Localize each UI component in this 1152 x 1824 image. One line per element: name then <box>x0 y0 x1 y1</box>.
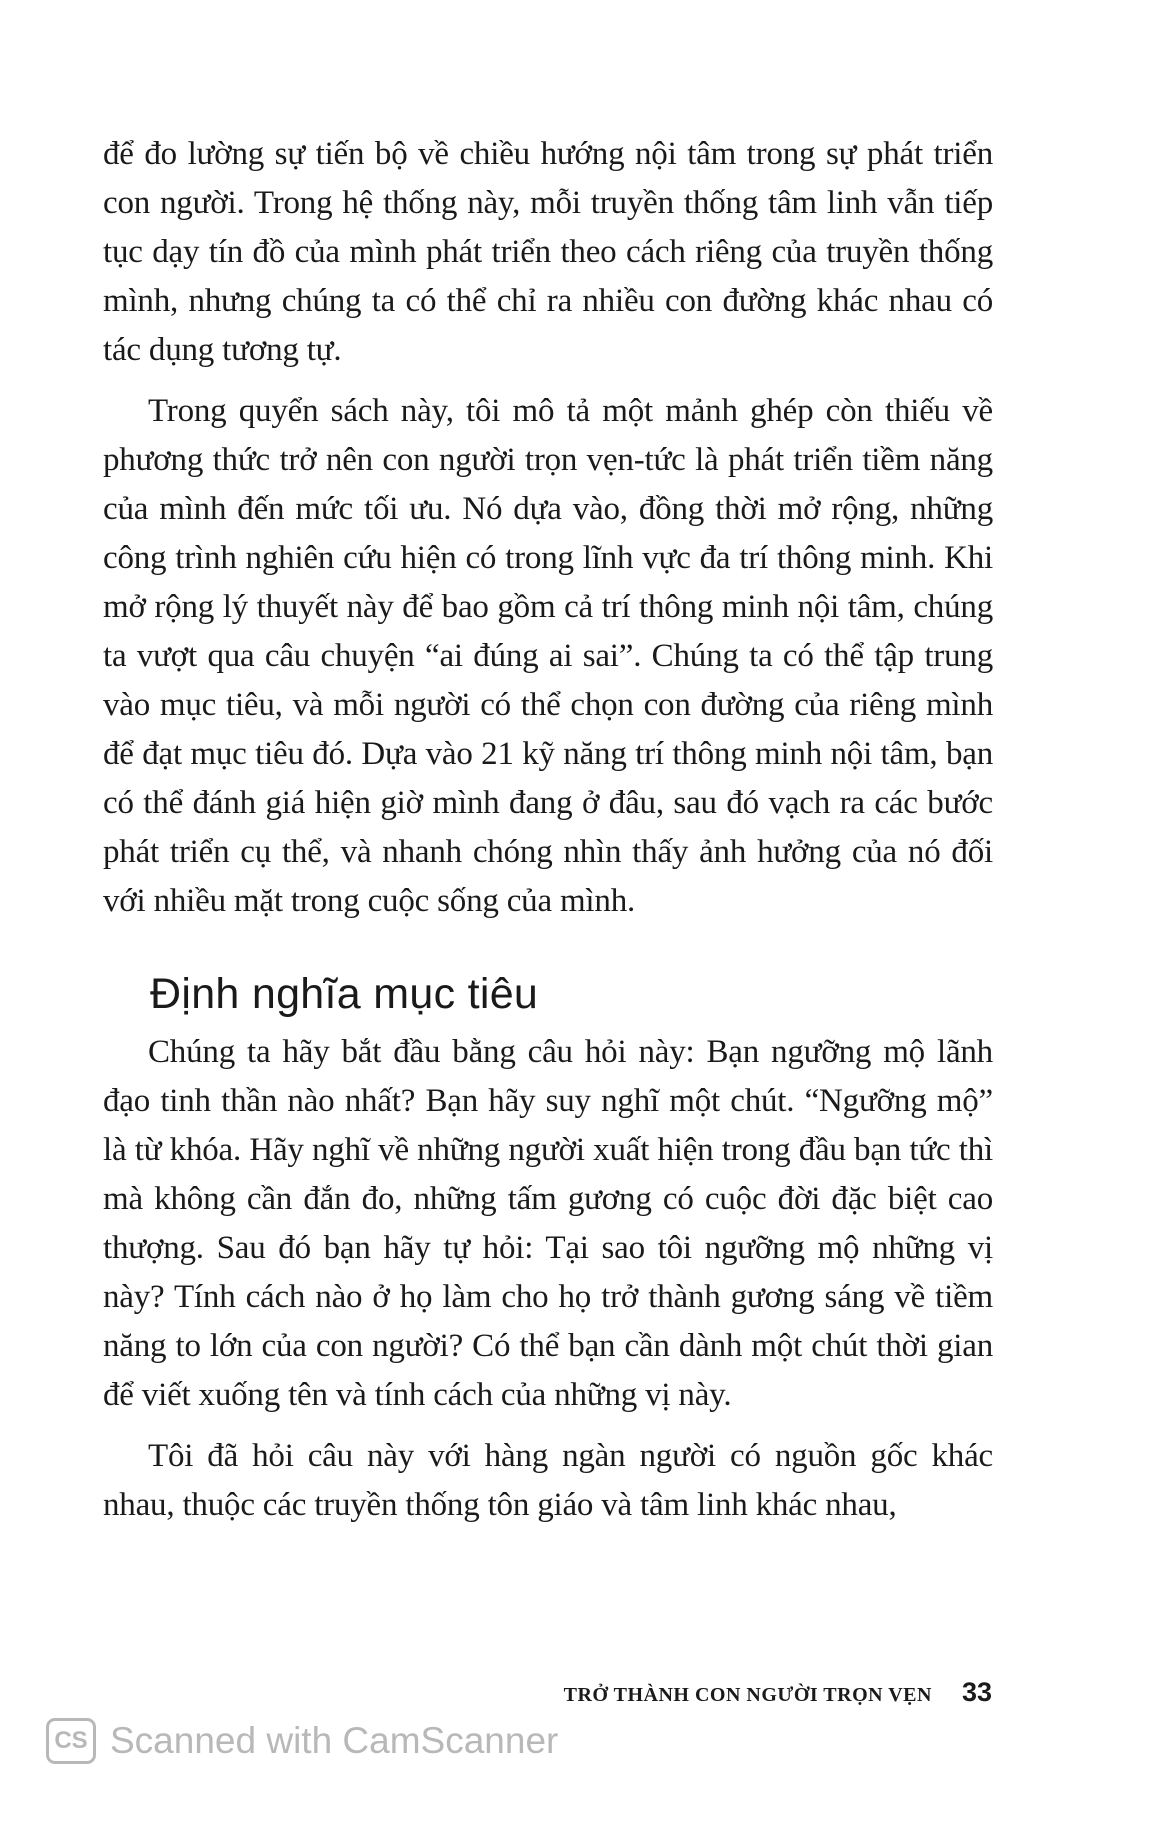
paragraph-2: Trong quyển sách này, tôi mô tả một mảnh ghép còn thiếu về phương thức trở nên con người trọn vẹn-tức là phát triển tiềm năng của mình đến mức tối ưu. Nó dựa vào, đồng thời mở rộng, những công trình nghiên cứu hiện có trong lĩnh vực đa trí thông minh. Khi mở rộng lý thuyết này để bao gồm cả trí thông minh nội tâm, chúng ta vượt qua câu chuyện “ai đúng ai sai”. Chúng ta có thể tập trung vào mục tiêu, và mỗi người có thể chọn con đường của riêng mình để đạt mục tiêu đó. Dựa vào 21 kỹ năng trí thông minh nội tâm, bạn có thể đánh giá hiện giờ mình đang ở đâu, sau đó vạch ra các bước phát triển cụ thể, và nhanh chóng nhìn thấy ảnh hưởng của nó đối với nhiều mặt trong cuộc sống của mình. <box>103 393 993 919</box>
camscanner-logo-icon: CS <box>46 1718 96 1764</box>
paragraph-4: Tôi đã hỏi câu này với hàng ngàn người có nguồn gốc khác nhau, thuộc các truyền thống tôn giáo và tâm linh khác nhau, <box>103 1438 993 1523</box>
page-footer <box>564 1677 992 1708</box>
page-body <box>103 130 993 1530</box>
section-heading: Định nghĩa mục tiêu <box>150 970 539 1018</box>
paragraph-1: để đo lường sự tiến bộ về chiều hướng nội tâm trong sự phát triển con người. Trong hệ thống này, mỗi truyền thống tâm linh vẫn tiếp tục dạy tín đồ của mình phát triển theo cách riêng của truyền thống mình, nhưng chúng ta có thể chỉ ra nhiều con đường khác nhau có tác dụng tương tự. <box>103 136 993 368</box>
paragraph-3: Chúng ta hãy bắt đầu bằng câu hỏi này: Bạn ngưỡng mộ lãnh đạo tinh thần nào nhất? Bạn hãy suy nghĩ một chút. “Ngưỡng mộ” là từ khóa. Hãy nghĩ về những người xuất hiện trong đầu bạn tức thì mà không cần đắn đo, những tấm gương có cuộc đời đặc biệt cao thượng. Sau đó bạn hãy tự hỏi: Tại sao tôi ngưỡng mộ những vị này? Tính cách nào ở họ làm cho họ trở thành gương sáng về tiềm năng to lớn của con người? Có thể bạn cần dành một chút thời gian để viết xuống tên và tính cách của những vị này. <box>103 1034 993 1413</box>
camscanner-watermark <box>46 1718 558 1764</box>
running-title: TRỞ THÀNH CON NGƯỜI TRỌN VẸN <box>563 1684 932 1706</box>
watermark-text: Scanned with CamScanner <box>110 1720 559 1761</box>
page-number: 33 <box>961 1677 992 1707</box>
